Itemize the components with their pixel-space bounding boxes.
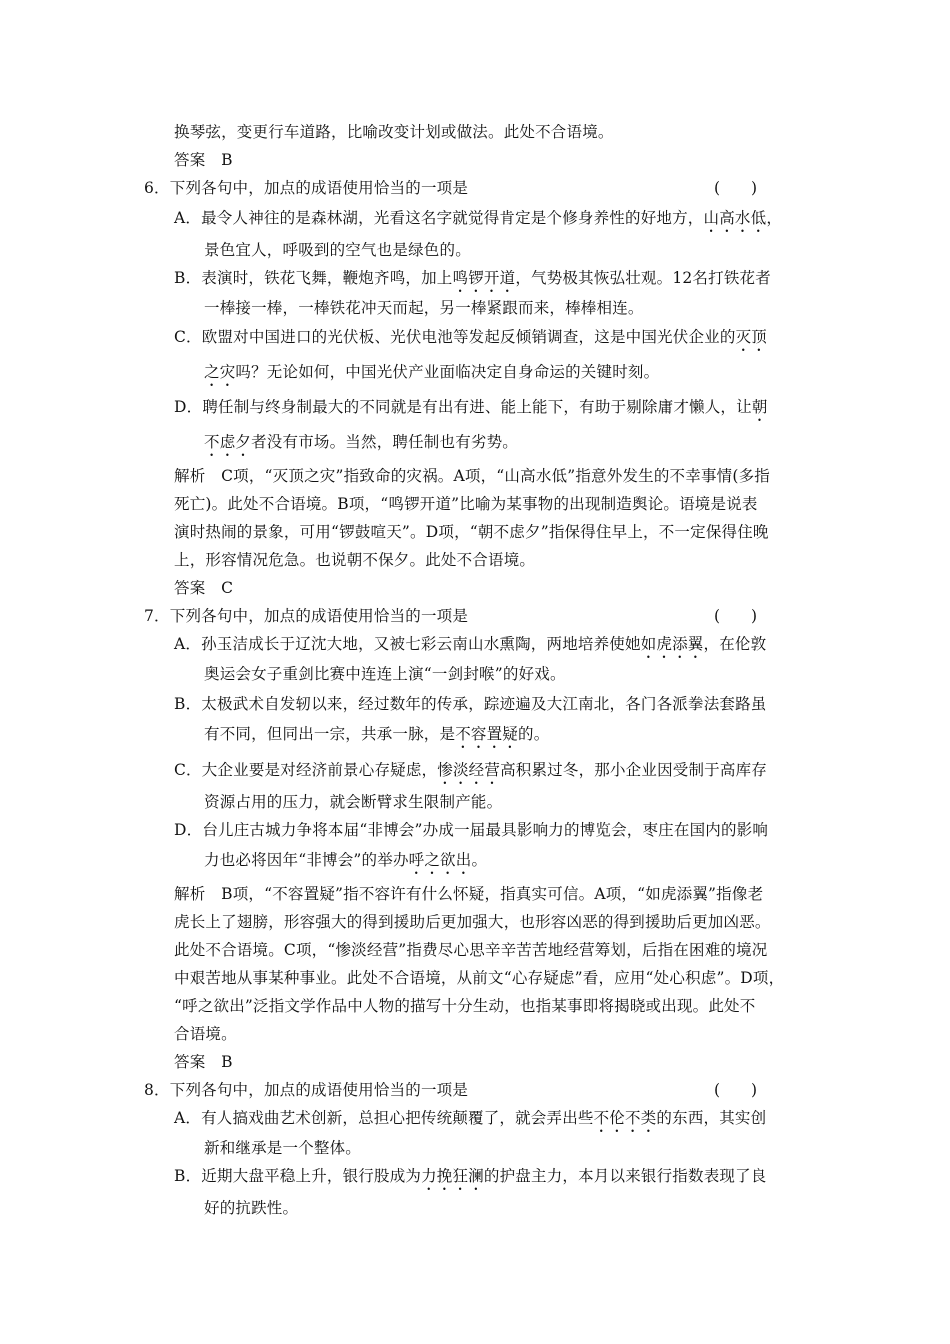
option-b-line: 好的抗跌性。: [204, 1199, 299, 1217]
explanation-line: “呼之欲出”泛指文学作品中人物的描写十分生动，也指某事即将揭晓或出现。此处不: [174, 997, 756, 1015]
option-c-line: C．欧盟对中国进口的光伏板、光伏电池等发起反倾销调查，这是中国光伏企业的灭顶: [174, 328, 767, 346]
answer-line: 答案 B: [174, 1053, 233, 1071]
dotted-idiom: 力挽狂澜: [421, 1167, 484, 1185]
answer-line: 答案 B: [174, 151, 233, 169]
dotted-idiom: 如虎添翼: [640, 635, 704, 653]
explanation-line: 换琴弦，变更行车道路，比喻改变计划或做法。此处不合语境。: [174, 123, 614, 141]
option-c-line: C．大企业要是对经济前景心存疑虑，惨淡经营高积累过冬，那小企业因受制于高库存: [174, 761, 767, 779]
option-d-line: 不虑夕者没有市场。当然，聘任制也有劣势。: [204, 433, 519, 451]
option-a-line: 新和继承是一个整体。: [204, 1139, 362, 1157]
answer-line: 答案 C: [174, 579, 234, 597]
question-7-stem: 7．下列各句中，加点的成语使用恰当的一项是: [144, 607, 469, 625]
explanation-line: 中艰苦地从事某种事业。此处不合语境，从前文“心存疑虑”看，应用“处心积虑”。D项，: [174, 969, 785, 987]
option-a-line: 奥运会女子重剑比赛中连连上演“一剑封喉”的好戏。: [204, 665, 566, 683]
dotted-idiom: 不容置疑: [455, 725, 519, 743]
option-a-line: A．孙玉洁成长于辽沈大地，又被七彩云南山水熏陶，两地培养使她如虎添翼，在伦敦: [174, 635, 767, 653]
dotted-idiom: 不虑夕: [204, 433, 252, 451]
option-b-line: B．近期大盘平稳上升，银行股成为力挽狂澜的护盘主力，本月以来银行指数表现了良: [174, 1167, 767, 1185]
dotted-idiom: 灭顶: [735, 328, 767, 346]
dotted-idiom: 之灾: [204, 363, 236, 381]
option-b-line: B．太极武术自发轫以来，经过数年的传承，踪迹遍及大江南北，各门各派拳法套路虽: [174, 695, 767, 713]
option-a-line: 景色宜人，呼吸到的空气也是绿色的。: [204, 241, 471, 259]
explanation-line: 解析 C项，“灭顶之灾”指致命的灾祸。A项，“山高水低”指意外发生的不幸事情(多指: [174, 467, 770, 485]
answer-blank: ( ): [714, 1081, 758, 1099]
option-a-line: A．有人搞戏曲艺术创新，总担心把传统颠覆了，就会弄出些不伦不类的东西，其实创: [174, 1109, 767, 1127]
option-b-line: 有不同，但同出一宗，共承一脉，是不容置疑的。: [204, 725, 550, 743]
explanation-line: 演时热闹的景象，可用“锣鼓喧天”。D项，“朝不虑夕”指保得住早上，不一定保得住晚: [174, 523, 769, 541]
dotted-idiom: 鸣锣开道: [452, 269, 516, 287]
option-b-line: 一棒接一棒，一棒铁花冲天而起，另一棒紧跟而来，棒棒相连。: [204, 299, 644, 317]
dotted-idiom: 惨淡经营: [437, 761, 501, 779]
explanation-line: 虎长上了翅膀，形容强大的得到援助后更加强大，也形容凶恶的得到援助后更加凶恶。: [174, 913, 771, 931]
dotted-idiom: 朝: [751, 398, 768, 416]
answer-blank: ( ): [714, 179, 758, 197]
answer-blank: ( ): [714, 607, 758, 625]
explanation-line: 解析 B项，“不容置疑”指不容许有什么怀疑，指真实可信。A项，“如虎添翼”指像老: [174, 885, 764, 903]
option-d-line: D．台儿庄古城力争将本届“非博会”办成一届最具影响力的博览会，枣庄在国内的影响: [174, 821, 769, 839]
option-d-line: D．聘任制与终身制最大的不同就是有出有进、能上能下，有助于剔除庸才懒人，让朝: [174, 398, 768, 416]
dotted-idiom: 呼之欲出: [408, 851, 472, 869]
question-6-stem: 6．下列各句中，加点的成语使用恰当的一项是: [144, 179, 469, 197]
explanation-line: 此处不合语境。C项，“惨淡经营”指费尽心思辛辛苦苦地经营筹划，后指在困难的境况: [174, 941, 768, 959]
question-8-stem: 8．下列各句中，加点的成语使用恰当的一项是: [144, 1081, 469, 1099]
option-b-line: B．表演时，铁花飞舞，鞭炮齐鸣，加上鸣锣开道，气势极其恢弘壮观。12名打铁花者: [174, 269, 771, 287]
option-d-line: 力也必将因年“非博会”的举办呼之欲出。: [204, 851, 488, 869]
dotted-idiom: 山高水低: [703, 209, 767, 227]
explanation-line: 死亡)。此处不合语境。B项，“鸣锣开道”比喻为某事物的出现制造舆论。语境是说表: [174, 495, 758, 513]
option-c-line: 之灾吗？无论如何，中国光伏产业面临决定自身命运的关键时刻。: [204, 363, 660, 381]
option-c-line: 资源占用的压力，就会断臂求生限制产能。: [204, 793, 503, 811]
explanation-line: 上，形容情况危急。也说朝不保夕。此处不合语境。: [174, 551, 536, 569]
dotted-idiom: 不伦不类: [593, 1109, 657, 1127]
explanation-line: 合语境。: [174, 1025, 237, 1043]
option-a-line: A．最令人神往的是森林湖，光看这名字就觉得肯定是个修身养性的好地方，山高水低，: [174, 209, 783, 227]
